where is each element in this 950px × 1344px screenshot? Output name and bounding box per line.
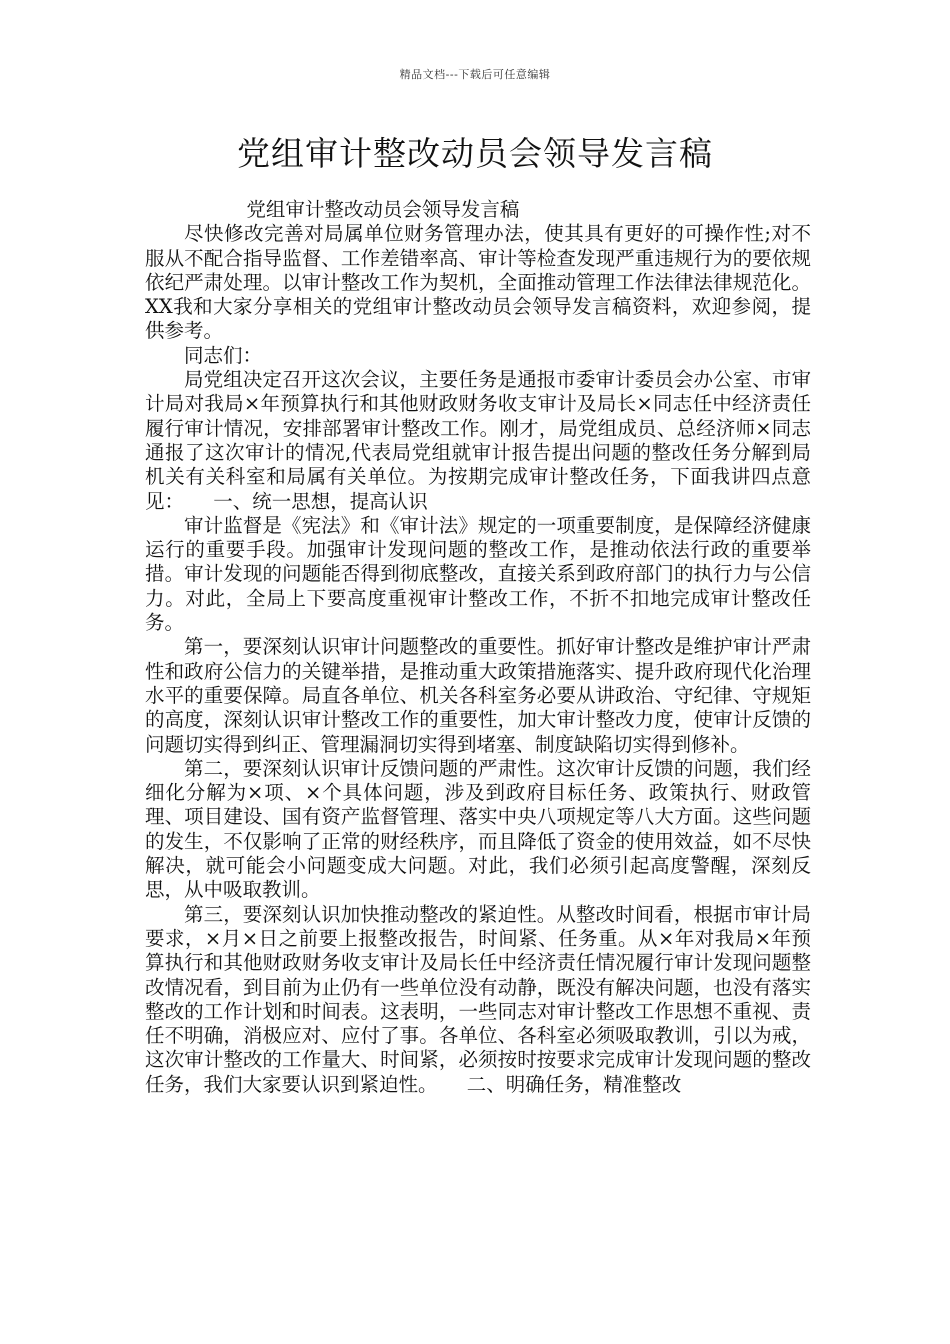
- paragraph-point-third: 第三，要深刻认识加快推动整改的紧迫性。从整改时间看，根据市审计局要求，×月×日之前要上报整改报告，时间紧、任务重。从×年对我局×年预算执行和其他财政财务收支审计及局长任中经济责任情况履行审计发现问题整改情况看，到目前为止仍有一些单位没有动静，既没有解决问题，也没有落实整改的工作计划和时间表。这表明，一些同志对审计整改工作思想不重视、责任不明确，消极应对、应付了事。各单位、各科室必须吸取教训，引以为戒，这次审计整改的工作量大、时间紧，必须按时按要求完成审计发现问题的整改任务，我们大家要认识到紧迫性。 二、明确任务，精准整改: [145, 902, 811, 1096]
- paragraph-point-first: 第一，要深刻认识审计问题整改的重要性。抓好审计整改是维护审计严肃性和政府公信力的关键举措，是推动重大政策措施落实、提升政府现代化治理水平的重要保障。局直各单位、机关各科室务必要从讲政治、守纪律、守规矩的高度，深刻认识审计整改工作的重要性，加大审计整改力度，使审计反馈的问题切实得到纠正、管理漏洞切实得到堵塞、制度缺陷切实得到修补。: [145, 635, 811, 756]
- header-note: 精品文档---下载后可任意编辑: [399, 68, 551, 81]
- document-body: [145, 198, 811, 1097]
- paragraph-meeting-purpose: 局党组决定召开这次会议，主要任务是通报市委审计委员会办公室、市审计局对我局×年预算执行和其他财政财务收支审计及局长×同志任中经济责任履行审计情况，安排部署审计整改工作。刚才，局党组成员、总经济师×同志通报了这次审计的情况,代表局党组就审计报告提出问题的整改任务分解到局机关有关科室和局属有关单位。为按期完成审计整改任务，下面我讲四点意见： 一、统一思想，提高认识: [145, 368, 811, 513]
- document-title: 党组审计整改动员会领导发言稿: [237, 134, 713, 173]
- document-subtitle: 党组审计整改动员会领导发言稿: [246, 198, 520, 221]
- paragraph-intro: 尽快修改完善对局属单位财务管理办法，使其具有更好的可操作性;对不服从不配合指导监督、工作差错率高、审计等检查发现严重违规行为的要依规依纪严肃处理。以审计整改工作为契机，全面推动管理工作法律法律规范化。XX我和大家分享相关的党组审计整改动员会领导发言稿资料，欢迎参阅，提供参考。: [145, 222, 811, 343]
- paragraph-point-second: 第二，要深刻认识审计反馈问题的严肃性。这次审计反馈的问题，我们经细化分解为×项、×个具体问题，涉及到政府目标任务、政策执行、财政管理、项目建设、国有资产监督管理、落实中央八项规定等八大方面。这些问题的发生，不仅影响了正常的财经秩序，而且降低了资金的使用效益，如不尽快解决，就可能会小问题变成大问题。对此，我们必须引起高度警醒，深刻反思，从中吸取教训。: [145, 756, 811, 902]
- paragraph-audit-importance: 审计监督是《宪法》和《审计法》规定的一项重要制度，是保障经济健康运行的重要手段。加强审计发现问题的整改工作，是推动依法行政的重要举措。审计发现的问题能否得到彻底整改，直接关系到政府部门的执行力与公信力。对此，全局上下要高度重视审计整改工作，不折不扣地完成审计整改任务。: [145, 513, 811, 635]
- paragraph-salutation: 同志们：: [184, 343, 263, 367]
